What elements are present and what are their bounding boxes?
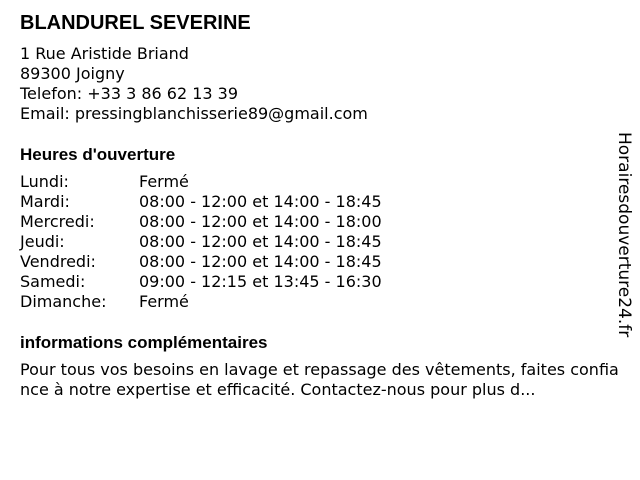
address-city: 89300 Joigny (20, 64, 125, 83)
business-name: BLANDUREL SEVERINE (20, 12, 251, 34)
hours-day: Jeudi: (20, 232, 65, 251)
hours-time: Fermé (139, 292, 189, 311)
business-card (20, 10, 620, 400)
hours-time: 09:00 - 12:15 et 13:45 - 16:30 (139, 272, 382, 291)
info-description: Pour tous vos besoins en lavage et repassage des vêtements, faites confiance à notre expertise et efficacité. Contactez-nous pour plus d... (20, 360, 619, 399)
hours-day: Samedi: (20, 272, 86, 291)
hours-time: 08:00 - 12:00 et 14:00 - 18:45 (139, 232, 382, 251)
hours-day: Mardi: (20, 192, 70, 211)
info-title: informations complémentaires (20, 333, 268, 352)
phone-line: Telefon: +33 3 86 62 13 39 (20, 84, 239, 103)
site-watermark (611, 132, 637, 348)
watermark-text: Horairesdouverture24.fr (614, 132, 634, 338)
hours-day: Lundi: (20, 172, 69, 191)
hours-time: 08:00 - 12:00 et 14:00 - 18:45 (139, 192, 382, 211)
hours-title: Heures d'ouverture (20, 145, 176, 164)
opening-hours-table (20, 172, 620, 312)
hours-day: Mercredi: (20, 212, 95, 231)
hours-day: Vendredi: (20, 252, 96, 271)
address-street: 1 Rue Aristide Briand (20, 44, 189, 63)
email-line: Email: pressingblanchisserie89@gmail.com (20, 104, 368, 123)
address-block (20, 44, 620, 124)
hours-time: 08:00 - 12:00 et 14:00 - 18:00 (139, 212, 382, 231)
hours-time: 08:00 - 12:00 et 14:00 - 18:45 (139, 252, 382, 271)
hours-time: Fermé (139, 172, 189, 191)
hours-day: Dimanche: (20, 292, 107, 311)
